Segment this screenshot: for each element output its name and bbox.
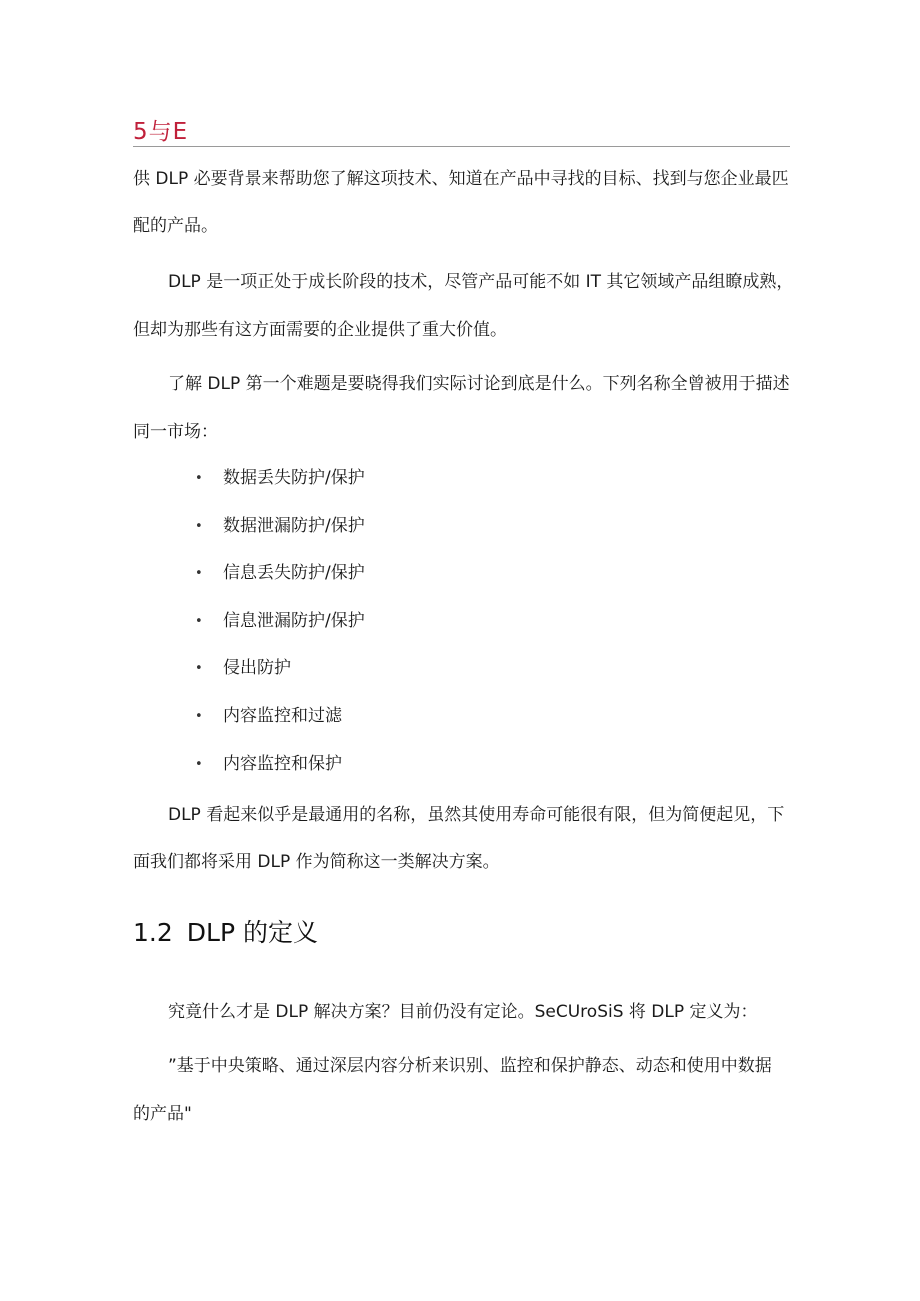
paragraph-1-line-2: 配的产品。 — [133, 216, 218, 236]
header-divider — [133, 146, 790, 147]
list-item — [195, 598, 365, 646]
paragraph-2-line-2: 但却为那些有这方面需要的企业提供了重大价值。 — [133, 320, 507, 340]
list-item — [195, 503, 365, 551]
page-header-title: 5与E — [133, 119, 189, 145]
bullet-icon: • — [195, 756, 203, 772]
definition-quote-line-1: ”基于中央策略、通过深层内容分析来识别、监控和保护静态、动态和使用中数据 — [168, 1056, 772, 1076]
section-number: 1.2 — [133, 918, 173, 947]
section-heading — [133, 913, 318, 953]
list-item-text: 侵出防护 — [223, 658, 291, 679]
list-item — [195, 550, 365, 598]
list-item-text: 内容监控和过滤 — [223, 705, 342, 726]
bullet-icon: • — [195, 566, 203, 582]
paragraph-4-line-2: 面我们都将采用 DLP 作为简称这一类解决方案。 — [133, 852, 500, 872]
bullet-icon: • — [195, 613, 203, 629]
paragraph-3-line-1: 了解 DLP 第一个难题是要晓得我们实际讨论到底是什么。下列名称全曾被用于描述 — [168, 374, 790, 394]
list-item-text: 数据泄漏防护/保护 — [223, 515, 365, 536]
paragraph-2-line-1: DLP 是一项正处于成长阶段的技术，尽管产品可能不如 IT 其它领域产品组瞭成熟， — [168, 272, 794, 292]
definition-intro: 究竟什么才是 DLP 解决方案？目前仍没有定论。SeCUroSiS 将 DLP 定义为： — [168, 1002, 758, 1022]
list-item — [195, 455, 365, 503]
list-item-text: 信息泄漏防护/保护 — [223, 610, 365, 631]
bullet-icon: • — [195, 708, 203, 724]
bullet-icon: • — [195, 661, 203, 677]
paragraph-4-line-1: DLP 看起来似乎是最通用的名称，虽然其使用寿命可能很有限，但为简便起见，下 — [168, 805, 785, 825]
list-item — [195, 693, 365, 741]
paragraph-1-line-1: 供 DLP 必要背景来帮助您了解这项技术、知道在产品中寻找的目标、找到与您企业最匹 — [133, 169, 789, 189]
list-item-text: 信息丢失防护/保护 — [223, 563, 365, 584]
section-title: DLP 的定义 — [186, 918, 318, 947]
bullet-icon: • — [195, 471, 203, 486]
bullet-icon: • — [195, 518, 203, 534]
definition-quote-line-2: 的产品" — [133, 1104, 192, 1124]
names-bullet-list — [195, 455, 365, 788]
list-item — [195, 741, 365, 789]
list-item-text: 数据丢失防护/保护 — [223, 468, 365, 488]
list-item — [195, 645, 365, 693]
list-item-text: 内容监控和保护 — [223, 753, 342, 774]
paragraph-3-line-2: 同一市场： — [133, 422, 218, 442]
